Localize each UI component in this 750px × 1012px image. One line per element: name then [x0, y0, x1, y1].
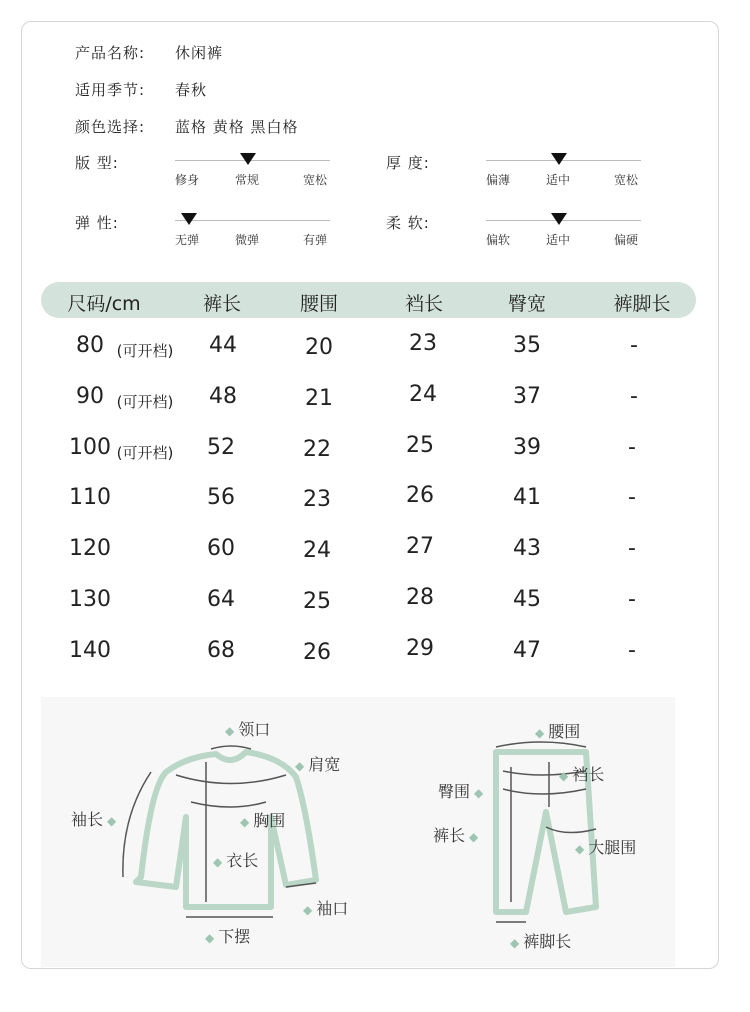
leg-opening-cell: -: [630, 384, 638, 409]
softness-option: 偏软: [486, 233, 511, 247]
hip-cell: 47: [513, 638, 541, 663]
leg-opening-cell: -: [628, 587, 636, 612]
pants-length-cell: 52: [207, 435, 235, 460]
season-row: [75, 79, 207, 100]
shoulder-label: ◆ 肩宽: [295, 755, 341, 774]
top-garment-outline: [136, 752, 316, 907]
length-label: ◆ 衣长: [213, 851, 259, 870]
fit-option: 修身: [175, 173, 200, 187]
header-rise: 裆长: [404, 293, 444, 315]
size-cell: 130: [69, 587, 111, 612]
pants-length-cell: 44: [209, 333, 237, 358]
leg-opening-cell: -: [628, 485, 636, 510]
softness-indicator-icon: [551, 213, 567, 225]
thigh-diagram-label: ◆ 大腿围: [575, 838, 637, 857]
size-cell: 120: [69, 536, 111, 561]
header-leg-opening: 裤脚长: [613, 293, 671, 315]
elasticity-option: 有弹: [303, 233, 328, 247]
elasticity-scale: [175, 211, 330, 251]
header-size: 尺码/cm: [67, 293, 141, 315]
waist-cell: 21: [305, 386, 333, 411]
leg-opening-cell: -: [628, 536, 636, 561]
rise-cell: 29: [406, 636, 434, 661]
elasticity-option: 微弹: [235, 233, 260, 247]
fit-scale: [175, 151, 330, 191]
header-hip: 臀宽: [507, 293, 547, 315]
leg-opening-diagram-label: ◆ 裤脚长: [510, 932, 572, 951]
softness-option: 偏硬: [614, 233, 639, 247]
pants-length-cell: 56: [207, 485, 235, 510]
hip-cell: 41: [513, 485, 541, 510]
thickness-option: 宽松: [614, 173, 639, 187]
thickness-option: 偏薄: [486, 173, 511, 187]
size-note: (可开档): [116, 444, 174, 462]
waist-cell: 23: [303, 487, 331, 512]
season-value: 春秋: [175, 81, 208, 99]
color-row: [75, 116, 299, 137]
waist-diagram-label: ◆ 腰围: [535, 722, 581, 741]
pants-length-cell: 68: [207, 638, 235, 663]
collar-label: ◆ 领口: [225, 720, 271, 739]
rise-diagram-label: ◆ 裆长: [559, 765, 605, 784]
chest-label: ◆ 胸围: [240, 811, 286, 830]
waist-cell: 24: [303, 538, 331, 563]
pants-length-diagram-label: 裤长 ◆: [433, 826, 479, 845]
size-cell: 100: [69, 435, 111, 460]
size-note: (可开档): [116, 393, 174, 411]
hem-label: ◆ 下摆: [205, 927, 251, 946]
leg-opening-cell: -: [628, 435, 636, 460]
rise-cell: 25: [406, 433, 434, 458]
size-note: (可开档): [116, 342, 174, 360]
color-value: 蓝格 黄格 黑白格: [175, 118, 299, 136]
header-waist: 腰围: [299, 293, 339, 315]
leg-opening-cell: -: [628, 638, 636, 663]
pants-length-cell: 64: [207, 587, 235, 612]
fit-indicator-icon: [240, 153, 256, 165]
size-cell: 90: [76, 384, 104, 409]
cuff-label: ◆ 袖口: [303, 899, 349, 918]
hip-cell: 35: [513, 333, 541, 358]
sleeve-label: 袖长 ◆: [71, 810, 117, 829]
softness-option: 适中: [546, 233, 571, 247]
size-cell: 80: [76, 333, 104, 358]
hip-diagram-label: 臀围 ◆: [438, 782, 484, 801]
rise-cell: 28: [406, 585, 434, 610]
pants-length-cell: 48: [209, 384, 237, 409]
fit-label: 版 型:: [75, 154, 119, 172]
rise-cell: 26: [406, 483, 434, 508]
thickness-indicator-icon: [551, 153, 567, 165]
thickness-scale: [486, 151, 641, 191]
rise-cell: 24: [409, 382, 437, 407]
measurement-diagram: [41, 697, 675, 967]
product-name-value: 休闲裤: [175, 44, 224, 62]
elasticity-indicator-icon: [181, 213, 197, 225]
size-cell: 140: [69, 638, 111, 663]
product-name-row: [75, 42, 223, 63]
waist-cell: 25: [303, 589, 331, 614]
softness-scale: [486, 211, 641, 251]
leg-opening-cell: -: [630, 333, 638, 358]
softness-label: 柔 软:: [386, 214, 430, 232]
hip-cell: 39: [513, 435, 541, 460]
pants-length-cell: 60: [207, 536, 235, 561]
thickness-option: 适中: [546, 173, 571, 187]
size-cell: 110: [69, 485, 111, 510]
header-pants-length: 裤长: [202, 293, 242, 315]
color-label: 颜色选择:: [75, 118, 146, 136]
hip-cell: 37: [513, 384, 541, 409]
rise-cell: 27: [406, 534, 434, 559]
fit-option: 常规: [235, 173, 260, 187]
hip-cell: 45: [513, 587, 541, 612]
waist-cell: 20: [305, 335, 333, 360]
thickness-label: 厚 度:: [386, 154, 430, 172]
waist-cell: 22: [303, 437, 331, 462]
product-name-label: 产品名称:: [75, 44, 146, 62]
rise-cell: 23: [409, 331, 437, 356]
hip-cell: 43: [513, 536, 541, 561]
waist-cell: 26: [303, 640, 331, 665]
season-label: 适用季节:: [75, 81, 146, 99]
elasticity-option: 无弹: [175, 233, 200, 247]
elasticity-label: 弹 性:: [75, 214, 119, 232]
fit-option: 宽松: [303, 173, 328, 187]
